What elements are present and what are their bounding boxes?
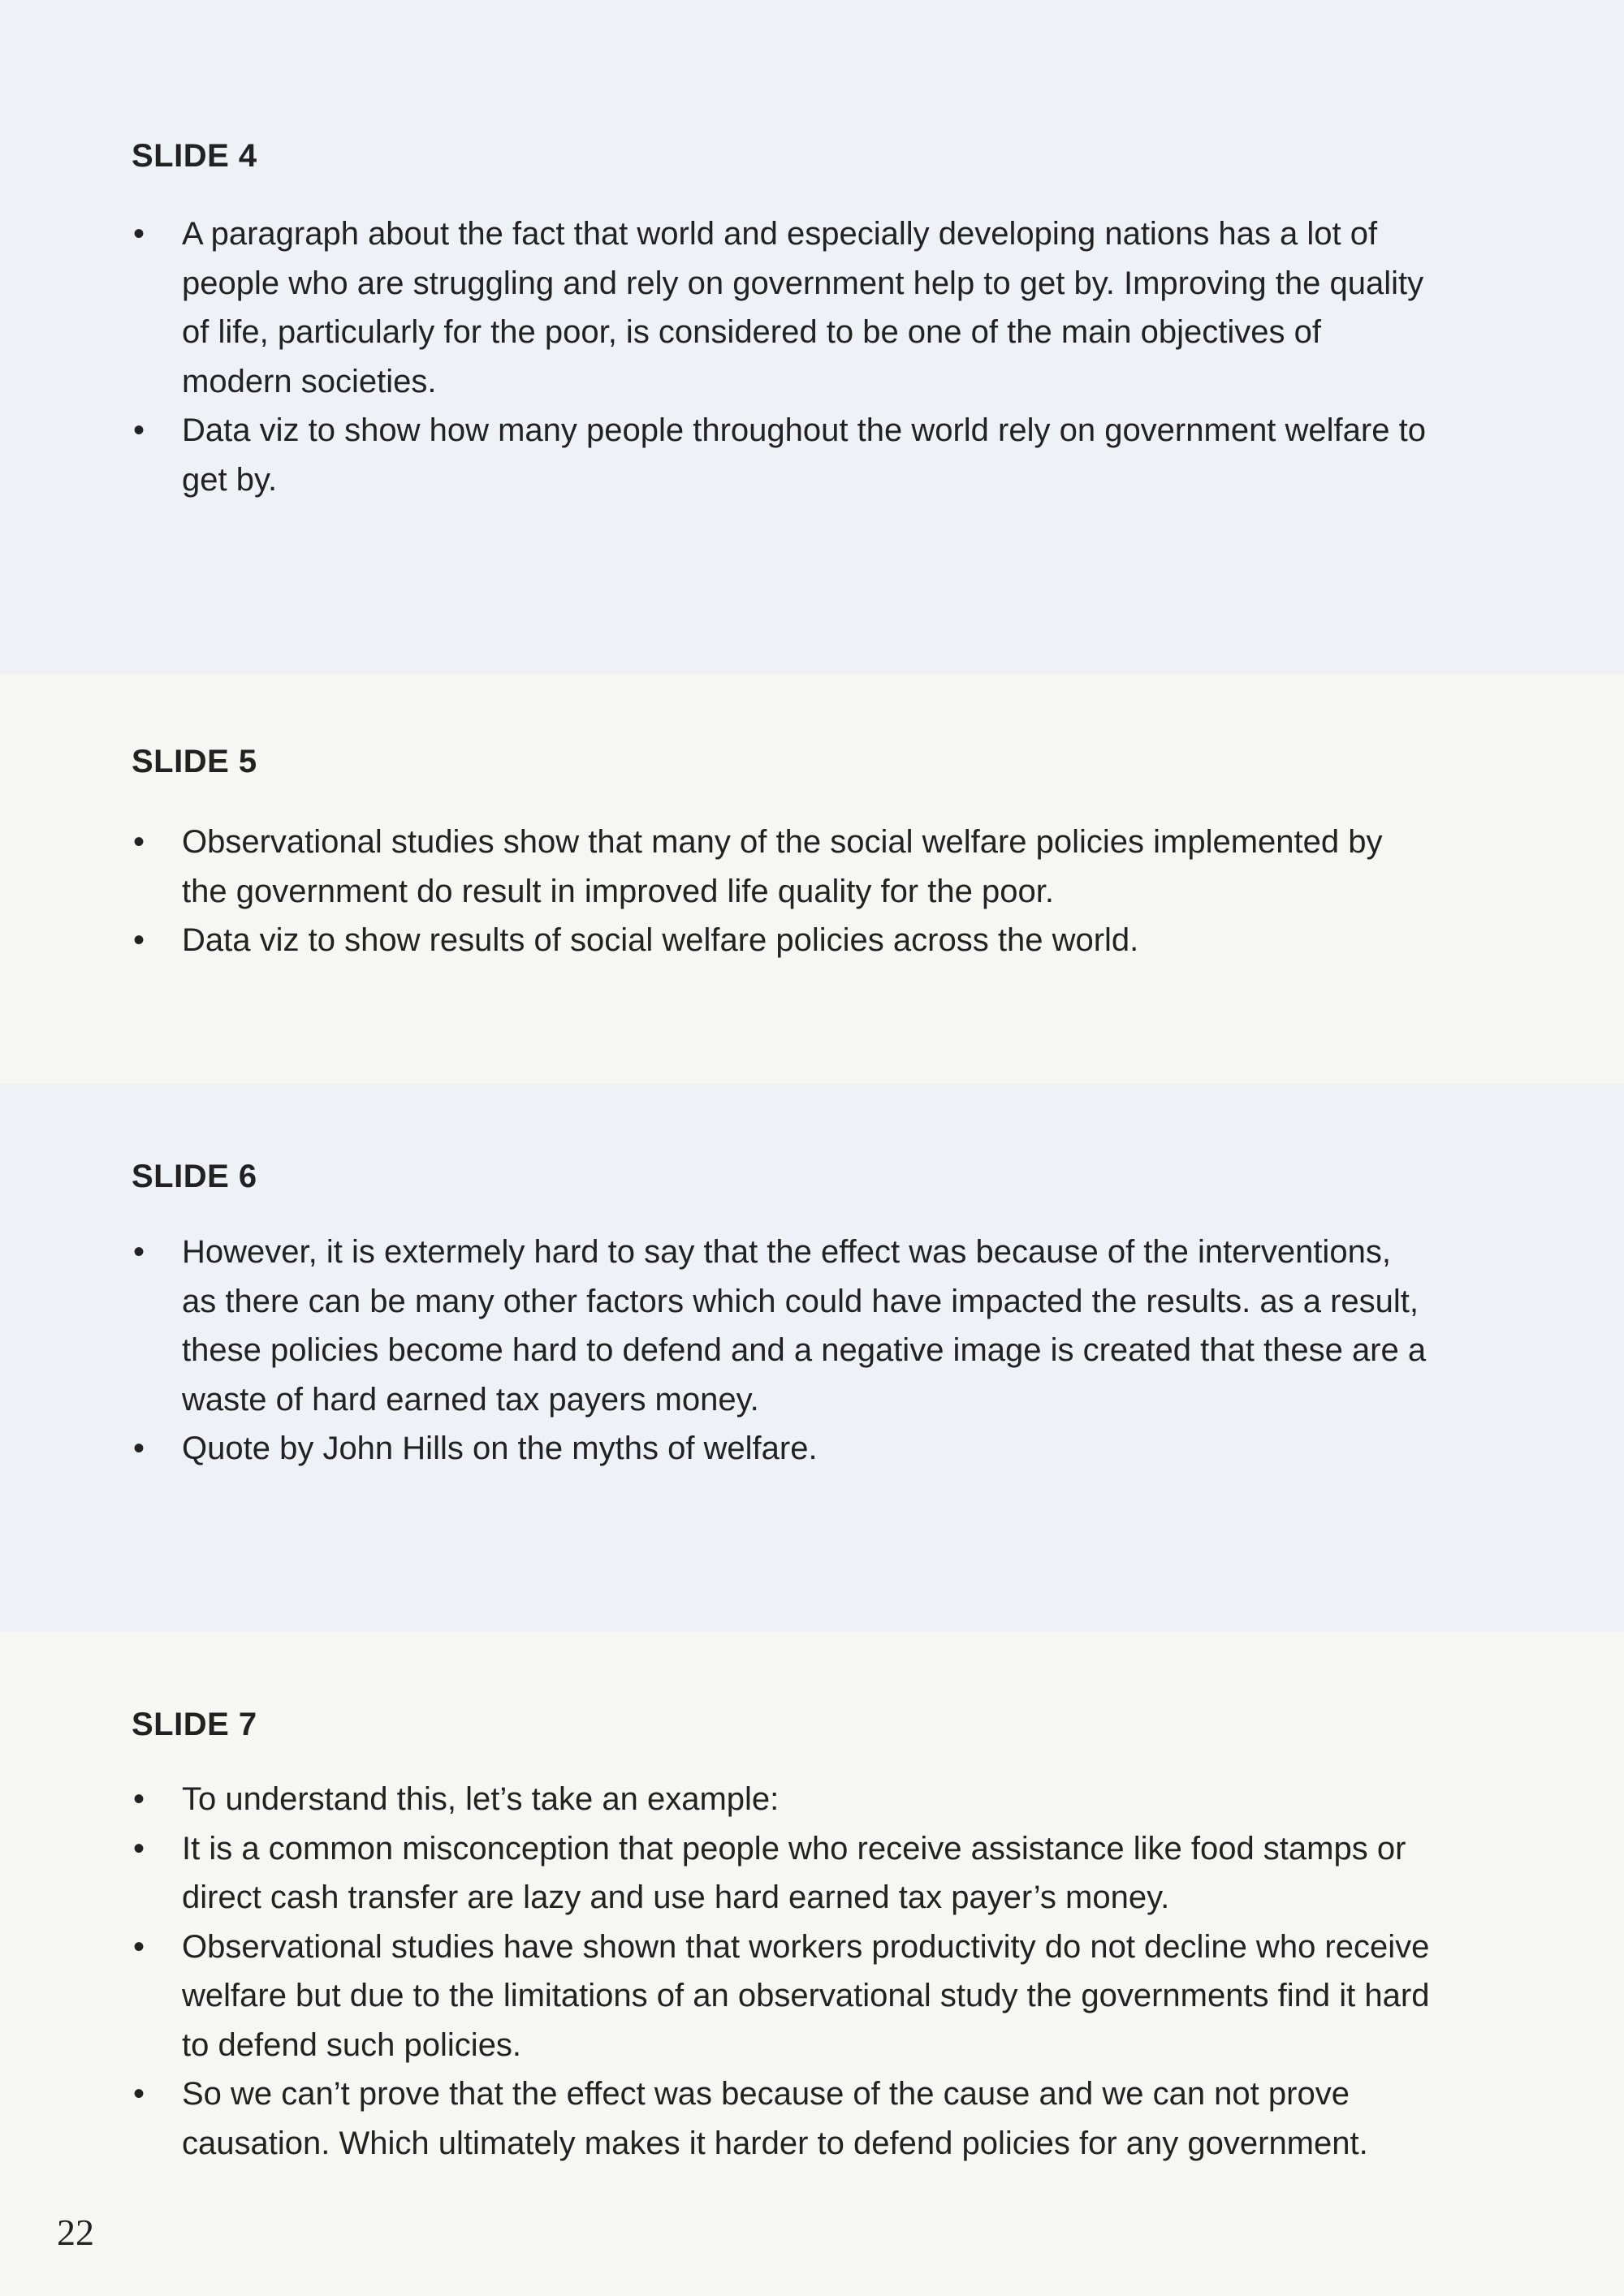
bullet-icon: • [133, 1830, 145, 1867]
bullet-icon: • [133, 2076, 145, 2112]
slide-4-section [0, 0, 1624, 674]
list-item [132, 818, 1431, 916]
bullet-text: A paragraph about the fact that world and especially developing nations has a lot of people who are struggling and rely on government help to get by. Improving the quality of life, particularly for the poor, is considered to be one of the main objectives of modern societies. [182, 216, 1424, 399]
bullet-text: To understand this, let’s take an example: [182, 1781, 780, 1817]
bullet-text: Data viz to show how many people throughout the world rely on government welfare to get by. [182, 412, 1426, 498]
bullet-icon: • [133, 1234, 145, 1270]
list-item [132, 1424, 1431, 1474]
bullet-icon: • [133, 216, 145, 252]
bullet-list [132, 1228, 1431, 1474]
list-item [132, 2069, 1431, 2168]
list-item [132, 1775, 1431, 1824]
bullet-text: Observational studies show that many of the social welfare policies implemented by the government do result in improved life quality for the poor. [182, 824, 1383, 909]
slide-heading: SLIDE 5 [132, 744, 257, 779]
list-item [132, 406, 1431, 504]
list-item [132, 1228, 1431, 1424]
bullet-text: So we can’t prove that the effect was because of the cause and we can not prove causation. Which ultimately makes it harder to defend policies for any government. [182, 2076, 1368, 2161]
bullet-text: Observational studies have shown that workers productivity do not decline who receive welfare but due to the limitations of an observational study the governments find it hard to defend such policies. [182, 1928, 1430, 2063]
bullet-icon: • [133, 1781, 145, 1817]
slide-5-section [0, 674, 1624, 1084]
bullet-list [132, 818, 1431, 965]
slide-heading: SLIDE 6 [132, 1159, 257, 1194]
slide-heading: SLIDE 4 [132, 138, 257, 174]
list-item [132, 916, 1431, 965]
list-item [132, 1824, 1431, 1923]
list-item [132, 209, 1431, 406]
slide-6-section [0, 1084, 1624, 1632]
bullet-text: It is a common misconception that people who receive assistance like food stamps or direct cash transfer are lazy and use hard earned tax payer’s money. [182, 1830, 1406, 1915]
bullet-text: However, it is extermely hard to say that the effect was because of the interventions, as there can be many other factors which could have impacted the results. as a result, these policies become hard to defend and a negative image is created that these are a waste of hard earned tax payers money. [182, 1234, 1427, 1418]
bullet-list [132, 1775, 1431, 2168]
list-item [132, 1923, 1431, 2070]
bullet-icon: • [133, 922, 145, 958]
bullet-list [132, 209, 1431, 504]
bullet-text: Data viz to show results of social welfare policies across the world. [182, 922, 1139, 958]
bullet-icon: • [133, 1431, 145, 1466]
bullet-icon: • [133, 1928, 145, 1965]
slide-7-section [0, 1632, 1624, 2296]
bullet-text: Quote by John Hills on the myths of welfare. [182, 1431, 818, 1466]
slide-heading: SLIDE 7 [132, 1707, 257, 1742]
page-number: 22 [57, 2212, 94, 2253]
bullet-icon: • [133, 824, 145, 860]
bullet-icon: • [133, 412, 145, 448]
